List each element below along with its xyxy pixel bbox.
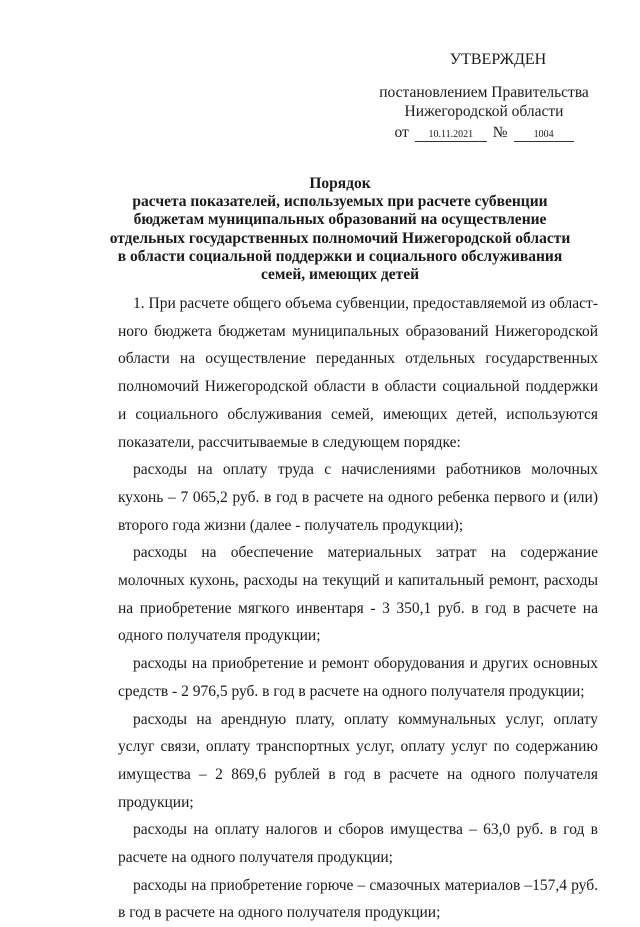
number-sign: № [492,124,508,141]
approval-block [374,50,594,142]
document-title [60,175,620,284]
approval-date: 10.11.2021 [415,129,487,142]
paragraph-3: расходы на обеспечение материальных затрат на содержание молочных кухонь, расходы на текущий и капитальный ремонт, расходы на приобретение мягкого инвентаря - 3 350,1 руб. в год в расчете на одного получателя продукции; [118,544,598,645]
paragraph-1: 1. При расчете общего объема субвенции, предоставляемой из областного бюджета бюджетам муниципальных образований Нижегородской области на осуществление переданных отдельных государственных полномочий Нижегородской области в области социальной поддержки и социального обслуживания семей, имеющих детей, используются показатели, рассчитываемые в следующем порядке: [118,295,598,451]
paragraph-4: расходы на приобретение и ремонт оборудования и других основных средств - 2 976,5 руб. в год в расчете на одного получателя продукции; [118,655,598,700]
title-line-1: Порядок [309,175,371,192]
approval-date-line [374,123,594,142]
title-line-5: в области социальной поддержки и социального обслуживания [117,247,563,265]
title-line-4: отдельных государственных полномочий Нижегородской области [109,229,571,247]
paragraph-2: расходы на оплату труда с начислениями работников молочных кухонь – 7 065,2 руб. в год в расчете на одного ребенка первого и (или) второго года жизни (далее - получатель продукции); [118,461,598,534]
document-body [118,290,598,927]
title-line-2: расчета показателей, используемых при расчете субвенции [132,193,548,211]
approval-number: 1004 [514,129,574,142]
date-prefix: от [394,124,409,141]
approval-line-1: постановлением Правительства [379,84,589,101]
paragraph-5: расходы на арендную плату, оплату коммунальных услуг, оплату услуг связи, оплату транспортных услуг, оплату услуг по содержанию имущества – 2 869,6 рублей в год в расчете на одного получателя продукции; [118,710,598,811]
title-line-6: семей, имеющих детей [260,266,420,284]
approval-line-2: Нижегородской области [404,103,564,120]
approved-heading: УТВЕРЖДЕН [449,51,547,68]
title-line-3: бюджетам муниципальных образований на осуществление [133,211,547,229]
paragraph-7: расходы на приобретение горюче – смазочных материалов –157,4 руб. в год в расчете на одного получателя продукции; [118,876,598,922]
paragraph-6: расходы на оплату налогов и сборов имущества – 63,0 руб. в год в расчете на одного получателя продукции; [118,821,598,867]
